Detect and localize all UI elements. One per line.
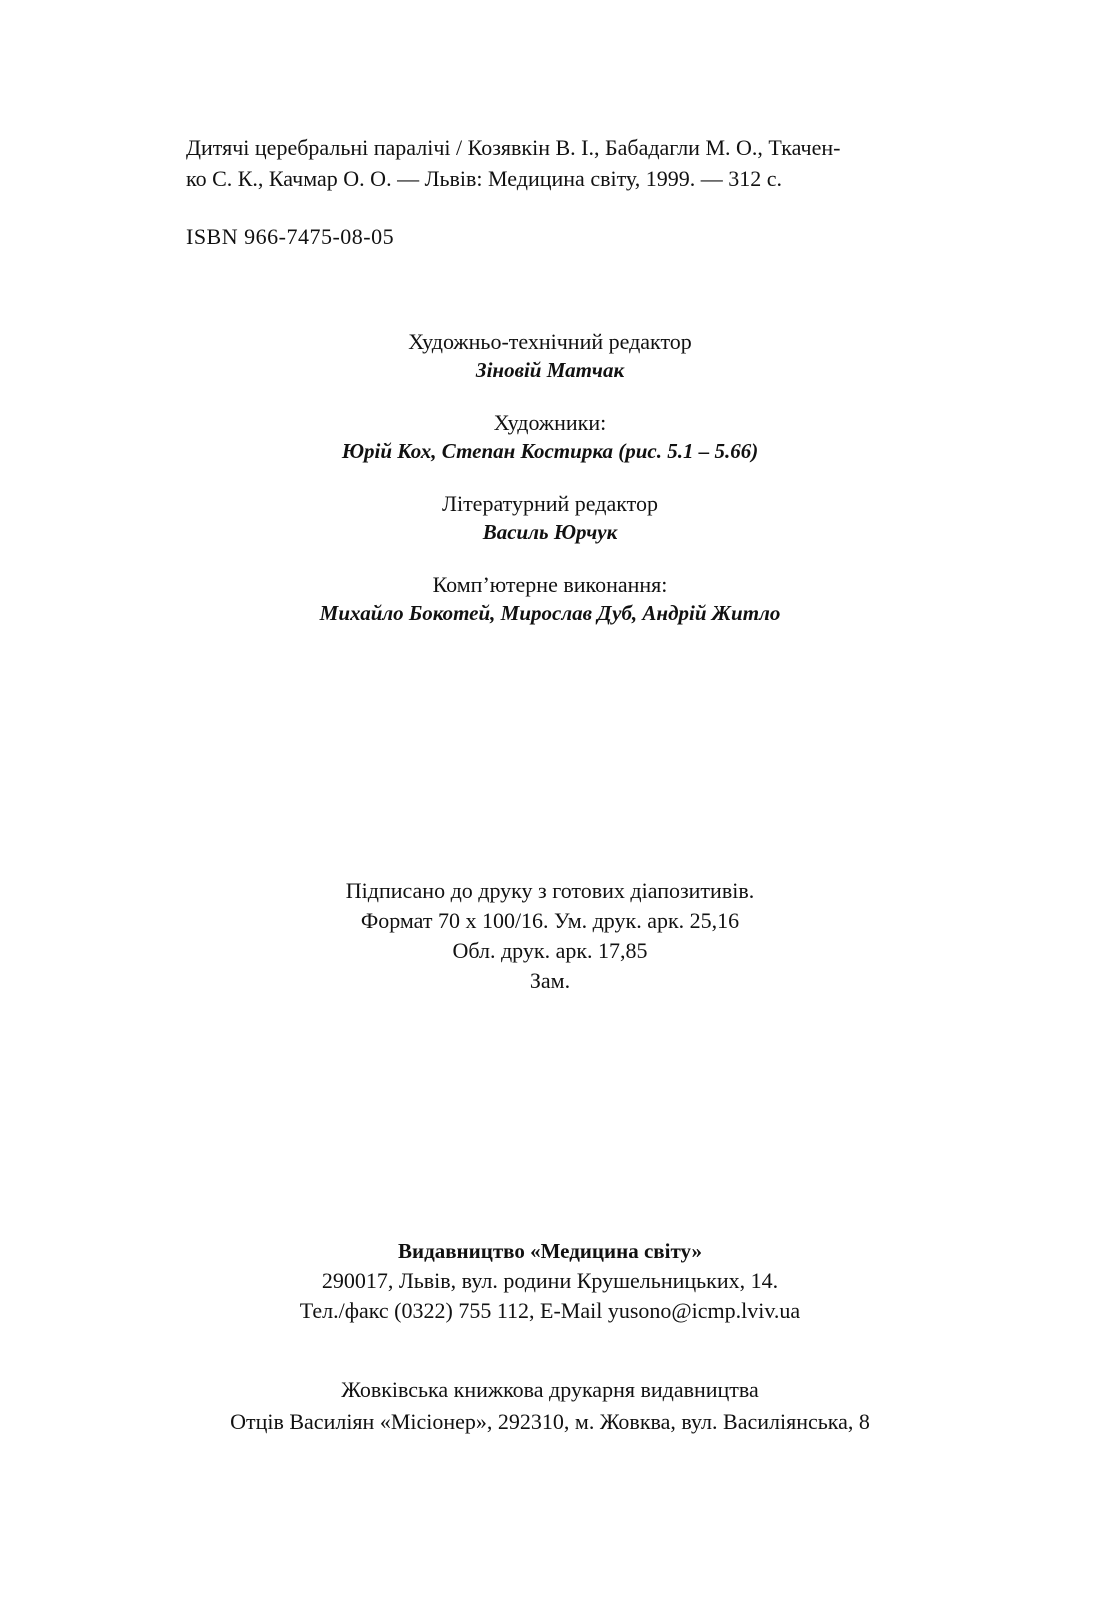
specs-line-1: Підписано до друку з готових діапозитивів. xyxy=(345,878,755,903)
isbn: ISBN 966-7475-08-05 xyxy=(186,224,395,249)
credit-technical-editor xyxy=(260,328,840,384)
specs-line-3: Обл. друк. арк. 17,85 xyxy=(452,938,648,963)
credit-role: Комп’ютерне виконання: xyxy=(432,572,668,597)
print-specifications xyxy=(230,876,870,996)
credit-computer-layout xyxy=(260,571,840,627)
credit-literary-editor xyxy=(260,490,840,546)
printer-info xyxy=(150,1374,950,1438)
credit-role: Літературний редактор xyxy=(442,491,658,516)
credits-block xyxy=(260,328,840,652)
credit-names: Юрій Кох, Степан Костирка (рис. 5.1 – 5.66) xyxy=(341,439,759,463)
publisher-info xyxy=(190,1236,910,1326)
printer-line-1: Жовківська книжкова друкарня видавництва xyxy=(341,1377,759,1402)
credit-role: Художники: xyxy=(493,410,607,435)
publisher-address: 290017, Львів, вул. родини Крушельницьких, 14. xyxy=(321,1268,779,1293)
credit-names: Василь Юрчук xyxy=(482,520,618,544)
printer-line-2: Отців Василіян «Місіонер», 292310, м. Жовква, вул. Василіянська, 8 xyxy=(230,1409,870,1434)
credit-role: Художньо-технічний редактор xyxy=(408,329,692,354)
credit-names: Михайло Бокотей, Мирослав Дуб, Андрій Житло xyxy=(319,601,781,625)
bibliographic-record xyxy=(186,132,926,194)
credit-artists xyxy=(260,409,840,465)
bibliographic-line-2: ко С. К., Качмар О. О. — Львів: Медицина світу, 1999. — 312 с. xyxy=(186,166,782,191)
specs-line-2: Формат 70 x 100/16. Ум. друк. арк. 25,16 xyxy=(360,908,740,933)
publisher-name: Видавництво «Медицина світу» xyxy=(397,1239,703,1263)
specs-line-4: Зам. xyxy=(529,968,571,993)
bibliographic-line-1: Дитячі церебральні паралічі / Козявкін В. І., Бабадагли М. О., Ткачен- xyxy=(186,135,841,160)
credit-names: Зіновій Матчак xyxy=(475,358,625,382)
publisher-contact: Тел./факс (0322) 755 112, E-Mail yusono@icmp.lviv.ua xyxy=(299,1298,801,1323)
